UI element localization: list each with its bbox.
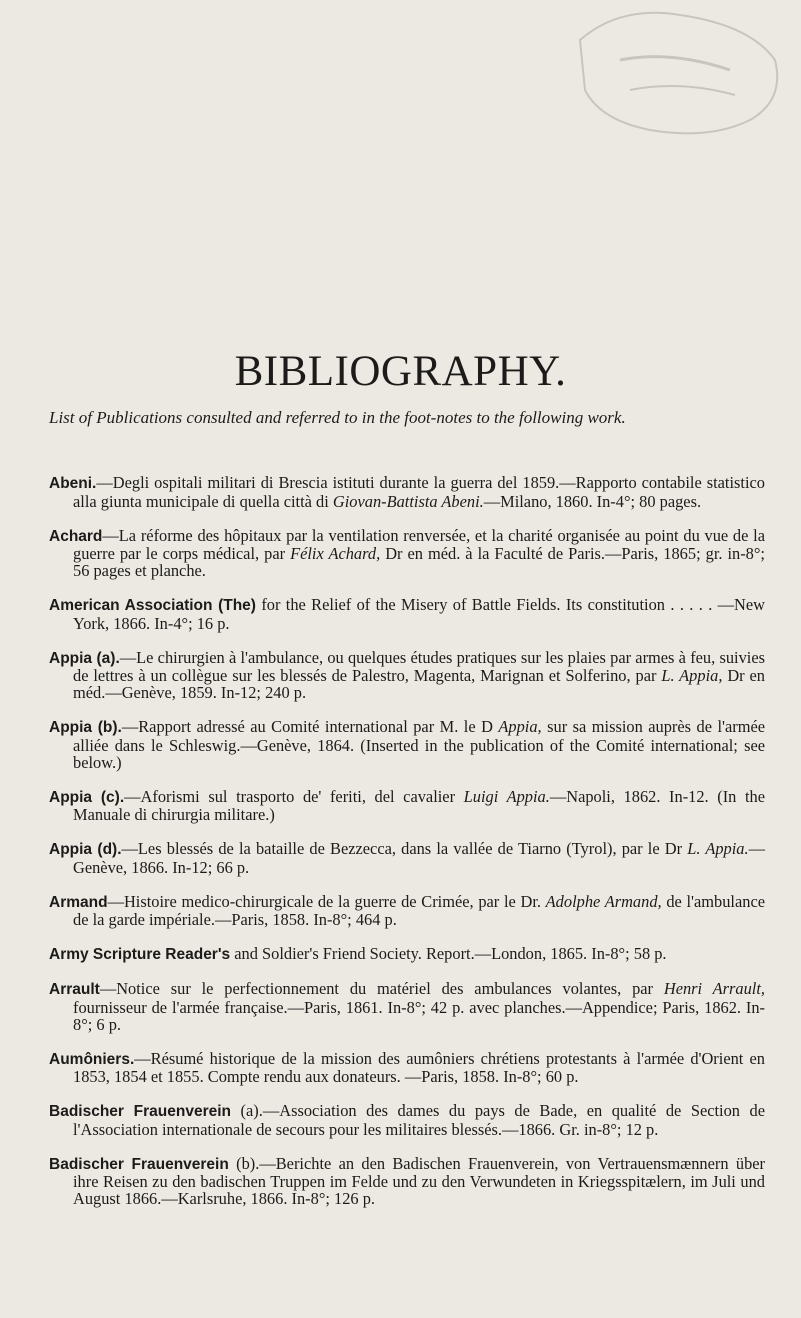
entry-heading: Badischer Frauenverein: [49, 1103, 232, 1121]
bibliography-entry: [49, 980, 765, 1033]
entry-heading: Appia (d).: [49, 841, 122, 859]
library-stamp-mark: [560, 0, 790, 150]
entry-imprint: de l'ambulance de la garde impériale.—Paris, 1858. In-8°; 464 p.: [73, 891, 765, 930]
entry-heading: Badischer Frauenverein: [49, 1155, 229, 1173]
entry-text: —La réforme des hôpitaux par la ventilation renversée, et la charité organisée au point du vue de la guerre par le corps médical, par: [73, 525, 765, 563]
entry-imprint: —Napoli, 1862. In-12. (In the Manuale di chirurgia militare.): [73, 787, 766, 825]
entry-text: —Histoire medico-chirurgicale de la guerre de Crimée, par le Dr.: [107, 891, 546, 911]
entry-imprint: sur sa mission auprès de l'armée alliée dans le Schleswig.—Genève, 1864. (Inserted in the publication of the Comité international; see below.): [73, 717, 765, 772]
entry-author: Henri Arrault,: [663, 979, 766, 999]
bibliography-entry: [49, 1050, 765, 1085]
entry-imprint: Dr en méd. à la Faculté de Paris.—Paris, 1865; gr. in-8°; 56 pages et planche.: [73, 544, 765, 581]
bibliography-entry: [49, 596, 765, 631]
bibliography-entry: [49, 649, 765, 702]
entry-imprint: Dr en méd.—Genève, 1859. In-12; 240 p.: [73, 666, 765, 703]
entry-author: Giovan-Battista Abeni.: [332, 491, 484, 511]
bibliography-entry: [49, 840, 765, 875]
bibliography-entry: [49, 527, 765, 580]
entry-heading: Appia (a).: [49, 649, 120, 667]
entry-text: (b).—Berichte an den Badischen Frauenverein, von Vertrauensmænnern über ihre Reisen zu den badischen Truppen im Felde und zu den Verwundeten in Kriegsspitælern, im Juli und August 1866.—Karlsruhe, 1866. In-8°; 126 p.: [73, 1153, 765, 1209]
bibliography-entry: [49, 1155, 765, 1208]
entry-heading: American Association (The): [49, 597, 256, 615]
bibliography-entry: [49, 788, 765, 823]
entry-heading: Abeni.: [49, 475, 97, 493]
entry-text: —Le chirurgien à l'ambulance, ou quelques études pratiques sur les plaies par armes à feu, suivies de lettres à un collègue sur les blessés de Palestro, Magenta, Marignan et Solferino, par: [73, 647, 765, 686]
entry-heading: Achard: [49, 527, 103, 545]
entry-text: —Aforismi sul trasporto de' feriti, del cavalier: [124, 787, 464, 807]
page-subtitle: List of Publications consulted and referred to in the foot-notes to the following work.: [49, 408, 626, 427]
entry-text: (a).—Association des dames du pays de Bade, en qualité de Section de l'Association internationale de secours pour les militaires blessés.—1866. Gr. in-8°; 12 p.: [73, 1101, 765, 1139]
entry-author: Adolphe Armand,: [545, 891, 662, 911]
entry-text: —Les blessés de la bataille de Bezzecca, dans la vallée de Tiarno (Tyrol), par le Dr: [121, 839, 688, 859]
entry-imprint: —Milano, 1860. In-4°; 80 pages.: [483, 491, 702, 511]
entry-heading: Aumôniers.: [49, 1051, 135, 1069]
entry-text: and Soldier's Friend Society. Report.—London, 1865. In-8°; 58 p.: [230, 944, 667, 964]
entry-heading: Army Scripture Reader's: [49, 946, 231, 964]
entry-text: —Rapport adressé au Comité international par M. le D: [121, 717, 499, 737]
bibliography-entry: [49, 945, 765, 963]
entry-heading: Appia (b).: [49, 719, 122, 737]
bibliography-entry: [49, 1102, 765, 1137]
bibliography-list: [49, 458, 765, 1224]
bibliography-entry: [49, 718, 765, 771]
entry-text: —Degli ospitali militari di Brescia istituti durante la guerra del 1859.—Rapporto contabile statistico alla giunta municipale di quella città di: [73, 473, 765, 511]
entry-author: L. Appia.: [687, 839, 749, 859]
bibliography-entry: [49, 474, 765, 509]
entry-author: L. Appia,: [661, 666, 723, 686]
entry-heading: Appia (c).: [49, 789, 125, 807]
entry-author: Appia,: [498, 717, 542, 737]
entry-heading: Armand: [49, 893, 108, 911]
entry-imprint: fournisseur de l'armée française.—Paris, 1861. In-8°; 42 p. avec planches.—Appendice; Paris, 1862. In-8°; 6 p.: [73, 997, 765, 1034]
bibliography-entry: [49, 893, 765, 928]
entry-text: —Notice sur le perfectionnement du matériel des ambulances volantes, par: [99, 979, 664, 999]
entry-author: Félix Achard,: [290, 544, 381, 563]
entry-heading: Arrault: [49, 981, 100, 999]
entry-text: for the Relief of the Misery of Battle Fields. Its constitution . . . . . —New York, 1866. In-4°; 16 p.: [73, 595, 765, 633]
entry-text: —Résumé historique de la mission des aumôniers chrétiens protestants à l'armée d'Orient en 1853, 1854 et 1855. Compte rendu aux donateurs. —Paris, 1858. In-8°; 60 p.: [73, 1049, 765, 1087]
page-title: BIBLIOGRAPHY.: [234, 347, 567, 395]
entry-imprint: —Genève, 1866. In-12; 66 p.: [73, 839, 765, 877]
entry-author: Luigi Appia.: [463, 787, 550, 807]
